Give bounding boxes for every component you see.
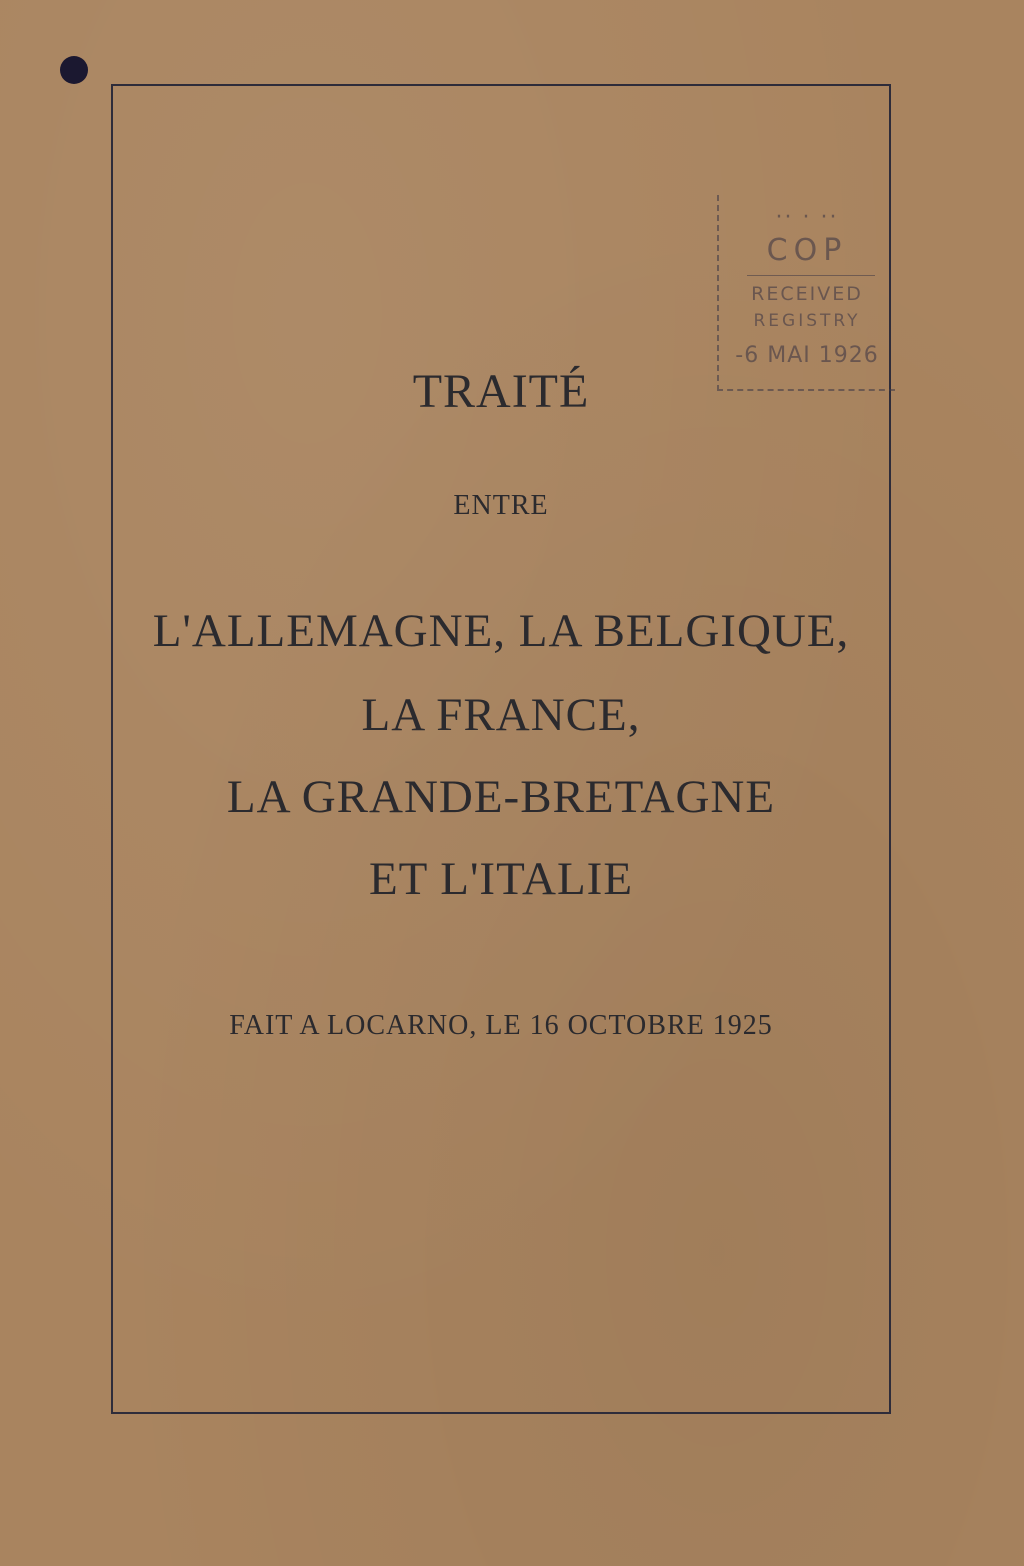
registry-stamp [717,195,895,391]
stamp-line-4: REGISTRY [753,311,861,331]
document-title: TRAITÉ [412,365,590,418]
punch-hole [60,56,88,84]
stamp-date: -6 MAI 1926 [735,343,879,368]
party-line-3: LA GRANDE-BRETAGNE [226,771,776,823]
party-line-2: LA FRANCE, [361,689,641,741]
stamp-line-2: COP [766,233,848,268]
stamp-divider [747,275,875,276]
stamp-line-3: RECEIVED [751,283,863,305]
place-and-date: FAIT A LOCARNO, LE 16 OCTOBRE 1925 [229,1010,773,1041]
connector-entre: ENTRE [453,490,549,521]
party-line-1: L'ALLEMAGNE, LA BELGIQUE, [152,605,850,657]
party-line-4: ET L'ITALIE [368,853,634,905]
stamp-line-1: ·· · ·· [775,205,839,230]
